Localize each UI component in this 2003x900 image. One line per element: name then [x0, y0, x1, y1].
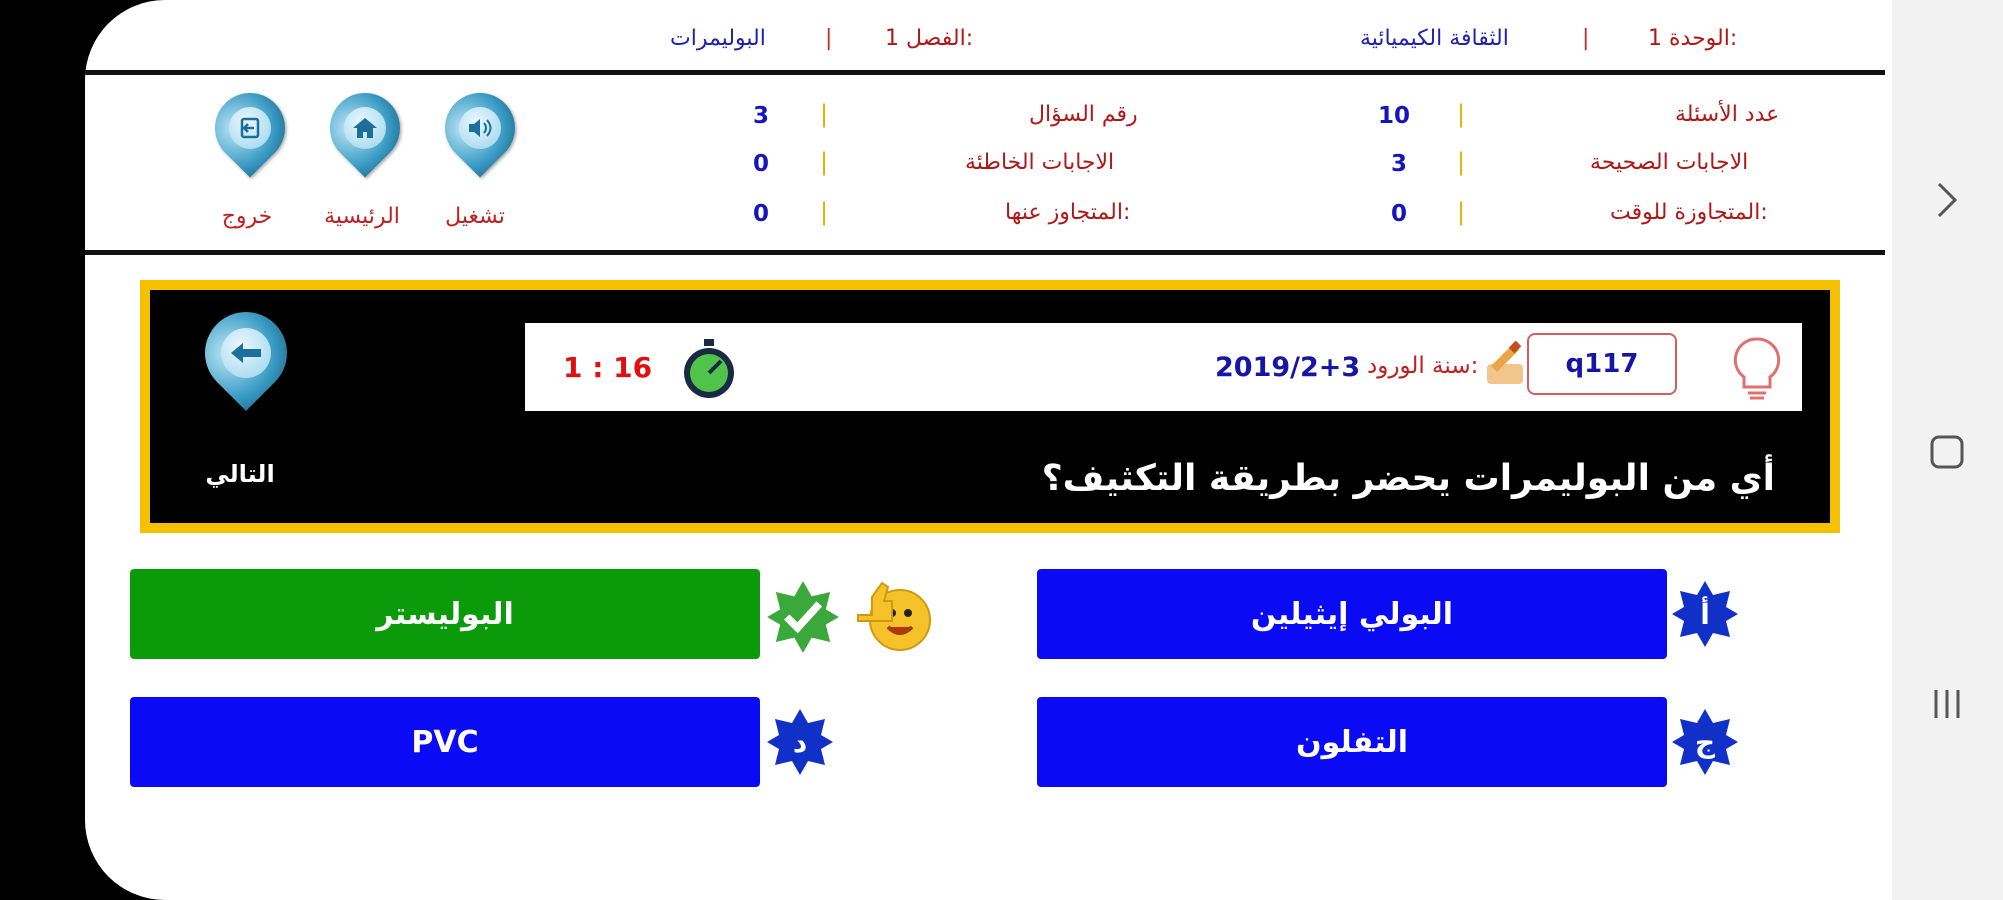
- wrong-answers-label: الاجابات الخاطئة: [965, 150, 1115, 175]
- timed-out-label: المتجاوزة للوقت:: [1610, 200, 1768, 225]
- question-panel: [140, 280, 1840, 533]
- app-screen: [85, 0, 1892, 900]
- answer-text: البوليستر: [376, 596, 514, 632]
- pin-marker: [431, 79, 530, 178]
- play-label[interactable]: تشغيل: [445, 204, 505, 229]
- header-separator: |: [825, 26, 833, 51]
- check-badge-icon: [765, 579, 835, 649]
- exit-button[interactable]: [210, 88, 290, 198]
- stopwatch-icon: [677, 337, 741, 405]
- chapter-name: البوليمرات: [670, 26, 766, 51]
- answer-text: التفلون: [1295, 724, 1409, 760]
- year-label: سنة الورود:: [1367, 353, 1479, 379]
- answer-text: PVC: [411, 724, 479, 760]
- answer-text: البولي إيثيلين: [1250, 596, 1454, 632]
- answer-letter: ج: [1694, 725, 1716, 759]
- home-icon: [344, 107, 386, 149]
- stats-separator: |: [1457, 100, 1466, 128]
- exit-label[interactable]: خروج: [221, 204, 273, 229]
- answer-option-c[interactable]: [1037, 697, 1667, 787]
- play-button[interactable]: [440, 88, 520, 198]
- next-button[interactable]: [180, 300, 300, 500]
- speaker-icon: [459, 107, 501, 149]
- timer-value: 1 : 16: [563, 351, 653, 384]
- chapter-label: الفصل 1:: [885, 26, 974, 51]
- arrow-left-icon: [221, 328, 271, 378]
- unit-label: الوحدة 1:: [1648, 26, 1738, 51]
- next-label[interactable]: التالي: [205, 460, 275, 488]
- question-id-box: q117: [1527, 333, 1677, 395]
- pin-marker: [201, 79, 300, 178]
- skipped-value: 0: [753, 201, 770, 227]
- home-label[interactable]: الرئيسية: [324, 204, 400, 229]
- stats-separator: |: [1457, 198, 1466, 226]
- home-button[interactable]: [325, 88, 405, 198]
- pin-marker: [188, 295, 304, 411]
- answer-letter-badge: [1670, 579, 1740, 649]
- answer-letter: أ: [1700, 597, 1710, 631]
- timed-out-value: 0: [1391, 201, 1408, 227]
- total-questions-value: 10: [1378, 103, 1411, 129]
- system-nav-bar: [1892, 0, 2003, 900]
- home-square-icon[interactable]: [1917, 422, 1977, 482]
- question-text: أي من البوليمرات يحضر بطريقة التكثيف؟: [1041, 458, 1775, 499]
- divider: [85, 250, 1885, 255]
- answer-option-b[interactable]: [130, 569, 760, 659]
- question-number-value: 3: [753, 103, 770, 129]
- correct-answers-label: الاجابات الصحيحة: [1590, 150, 1749, 175]
- answer-option-a[interactable]: [1037, 569, 1667, 659]
- recent-apps-icon[interactable]: [1917, 674, 1977, 734]
- writing-hand-icon: [1483, 338, 1527, 392]
- total-questions-label: عدد الأسئلة: [1675, 102, 1780, 127]
- chevron-right-icon[interactable]: [1917, 170, 1977, 230]
- question-number-label: رقم السؤال: [1029, 102, 1138, 127]
- answer-letter-badge: [765, 707, 835, 777]
- pin-marker: [316, 79, 415, 178]
- stats-separator: |: [820, 198, 829, 226]
- year-value: 2019/2+3: [1215, 352, 1361, 383]
- exit-icon: [229, 107, 271, 149]
- stats-separator: |: [1457, 148, 1466, 176]
- answer-option-d[interactable]: [130, 697, 760, 787]
- correct-answers-value: 3: [1391, 151, 1408, 177]
- question-info-strip: [525, 323, 1802, 411]
- thumbs-up-emoji-icon: [850, 575, 932, 661]
- unit-name: الثقافة الكيميائية: [1360, 26, 1509, 51]
- lightbulb-icon: [1730, 335, 1784, 405]
- stats-separator: |: [820, 148, 829, 176]
- wrong-answers-value: 0: [753, 151, 770, 177]
- stats-separator: |: [820, 100, 829, 128]
- divider: [85, 70, 1885, 75]
- header-separator: |: [1582, 26, 1590, 51]
- skipped-label: المتجاوز عنها:: [1005, 200, 1131, 225]
- answer-letter: د: [792, 725, 808, 759]
- answer-letter-badge: [1670, 707, 1740, 777]
